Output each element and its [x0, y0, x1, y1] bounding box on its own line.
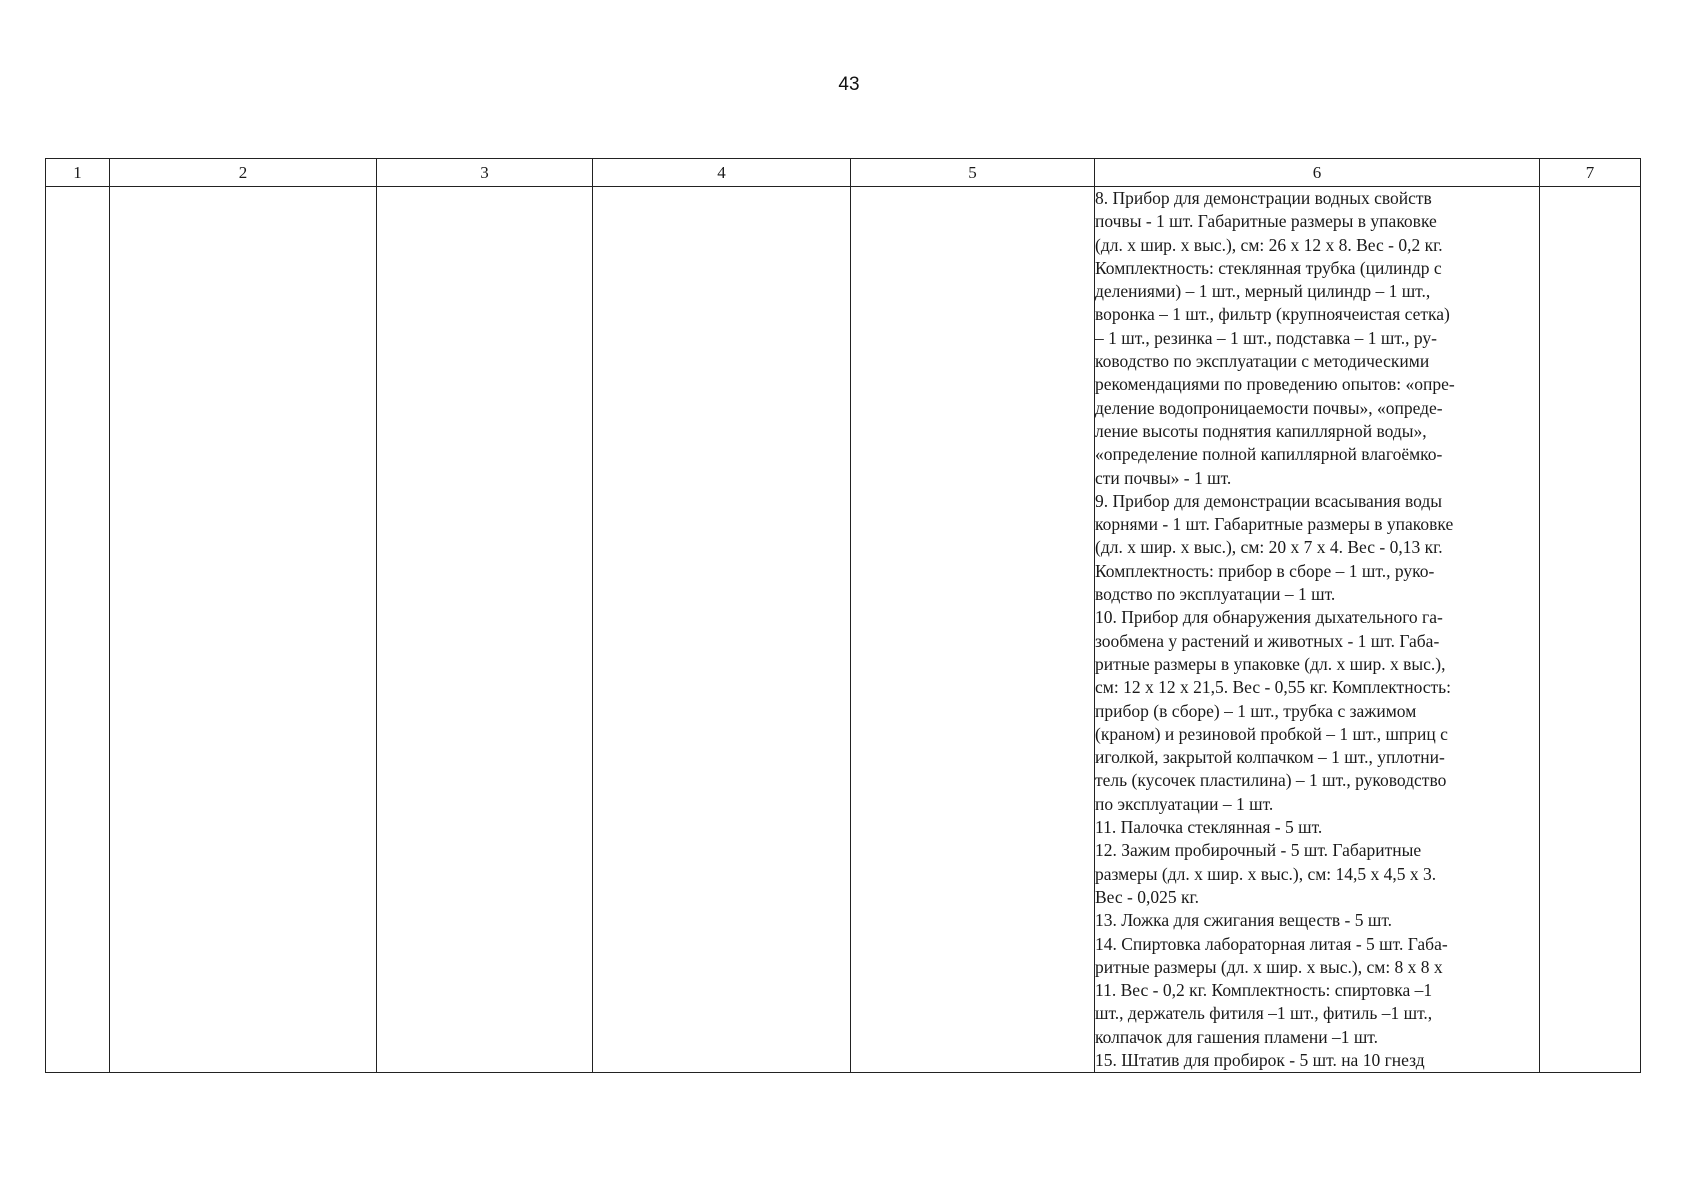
description-line: 8. Прибор для демонстрации водных свойств [1095, 188, 1432, 208]
column-header-2: 2 [110, 159, 377, 187]
description-line: 13. Ложка для сжигания веществ - 5 шт. [1095, 910, 1393, 931]
description-line: корнями - 1 шт. Габаритные размеры в упаковке [1095, 514, 1454, 535]
description-line: (дл. х шир. х выс.), см: 20 х 7 х 4. Вес - 0,13 кг. [1095, 537, 1443, 558]
description-line: 9. Прибор для демонстрации всасывания воды [1095, 490, 1443, 511]
description-line: ритные размеры в упаковке (дл. х шир. х выс.), [1095, 653, 1446, 674]
description-line: иголкой, закрытой колпачком – 1 шт., уплотни- [1095, 747, 1445, 768]
description-line: размеры (дл. х шир. х выс.), см: 14,5 х 4,5 х 3. [1095, 863, 1437, 884]
description-line: Комплектность: стеклянная трубка (цилиндр с [1095, 257, 1442, 278]
specification-table [45, 158, 1641, 1073]
column-header-1: 1 [46, 159, 110, 187]
description-line: по эксплуатации – 1 шт. [1095, 793, 1274, 814]
description-line: ритные размеры (дл. х шир. х выс.), см: 8 х 8 х [1095, 956, 1443, 977]
description-line: см: 12 х 12 х 21,5. Вес - 0,55 кг. Комплектность: [1095, 677, 1452, 698]
description-line: 12. Зажим пробирочный - 5 шт. Габаритные [1095, 840, 1422, 861]
column-header-3: 3 [377, 159, 593, 187]
description-line: 11. Вес - 0,2 кг. Комплектность: спиртовка –1 [1095, 980, 1433, 1001]
cell-col-6-description [1095, 187, 1540, 1073]
description-line: тель (кусочек пластилина) – 1 шт., руководство [1095, 770, 1447, 791]
description-line: 10. Прибор для обнаружения дыхательного га- [1095, 607, 1443, 628]
description-line: – 1 шт., резинка – 1 шт., подставка – 1 шт., ру- [1095, 327, 1437, 348]
description-line: Вес - 0,025 кг. [1095, 886, 1200, 907]
page-number: 43 [838, 74, 860, 95]
cell-col-3 [377, 187, 593, 1073]
description-line: Комплектность: прибор в сборе – 1 шт., руко- [1095, 560, 1435, 581]
column-header-6: 6 [1095, 159, 1540, 187]
table-row [46, 187, 1641, 1073]
description-line: ление высоты поднятия капиллярной воды», [1095, 420, 1427, 441]
description-line: (дл. х шир. х выс.), см: 26 х 12 х 8. Вес - 0,2 кг. [1095, 234, 1443, 255]
description-line: 14. Спиртовка лабораторная литая - 5 шт. Габа- [1095, 933, 1448, 954]
column-header-7: 7 [1540, 159, 1641, 187]
description-line: делениями) – 1 шт., мерный цилиндр – 1 шт., [1095, 281, 1431, 302]
description-line: сти почвы» - 1 шт. [1095, 467, 1232, 488]
cell-col-4 [593, 187, 851, 1073]
column-header-4: 4 [593, 159, 851, 187]
description-line: 15. Штатив для пробирок - 5 шт. на 10 гнезд [1095, 1049, 1425, 1070]
description-line: прибор (в сборе) – 1 шт., трубка с зажимом [1095, 700, 1417, 721]
cell-col-5 [851, 187, 1095, 1073]
description-line: (краном) и резиновой пробкой – 1 шт., шприц с [1095, 723, 1448, 744]
description-line: зообмена у растений и животных - 1 шт. Габа- [1095, 630, 1440, 651]
description-line: рекомендациями по проведению опытов: «опре- [1095, 374, 1455, 395]
description-line: 11. Палочка стеклянная - 5 шт. [1095, 817, 1323, 838]
description-line: воронка – 1 шт., фильтр (крупноячеистая сетка) [1095, 304, 1450, 325]
header-row [46, 159, 1641, 187]
description-line: почвы - 1 шт. Габаритные размеры в упаковке [1095, 211, 1437, 232]
column-header-5: 5 [851, 159, 1095, 187]
description-line: шт., держатель фитиля –1 шт., фитиль –1 шт., [1095, 1003, 1433, 1024]
cell-col-2 [110, 187, 377, 1073]
description-line: деление водопроницаемости почвы», «опреде- [1095, 397, 1443, 418]
description-line: колпачок для гашения пламени –1 шт. [1095, 1026, 1378, 1047]
cell-col-7 [1540, 187, 1641, 1073]
description-line: ководство по эксплуатации с методическими [1095, 351, 1430, 372]
cell-col-1 [46, 187, 110, 1073]
description-line: «определение полной капиллярной влагоёмко- [1095, 444, 1443, 465]
description-line: водство по эксплуатации – 1 шт. [1095, 584, 1336, 605]
